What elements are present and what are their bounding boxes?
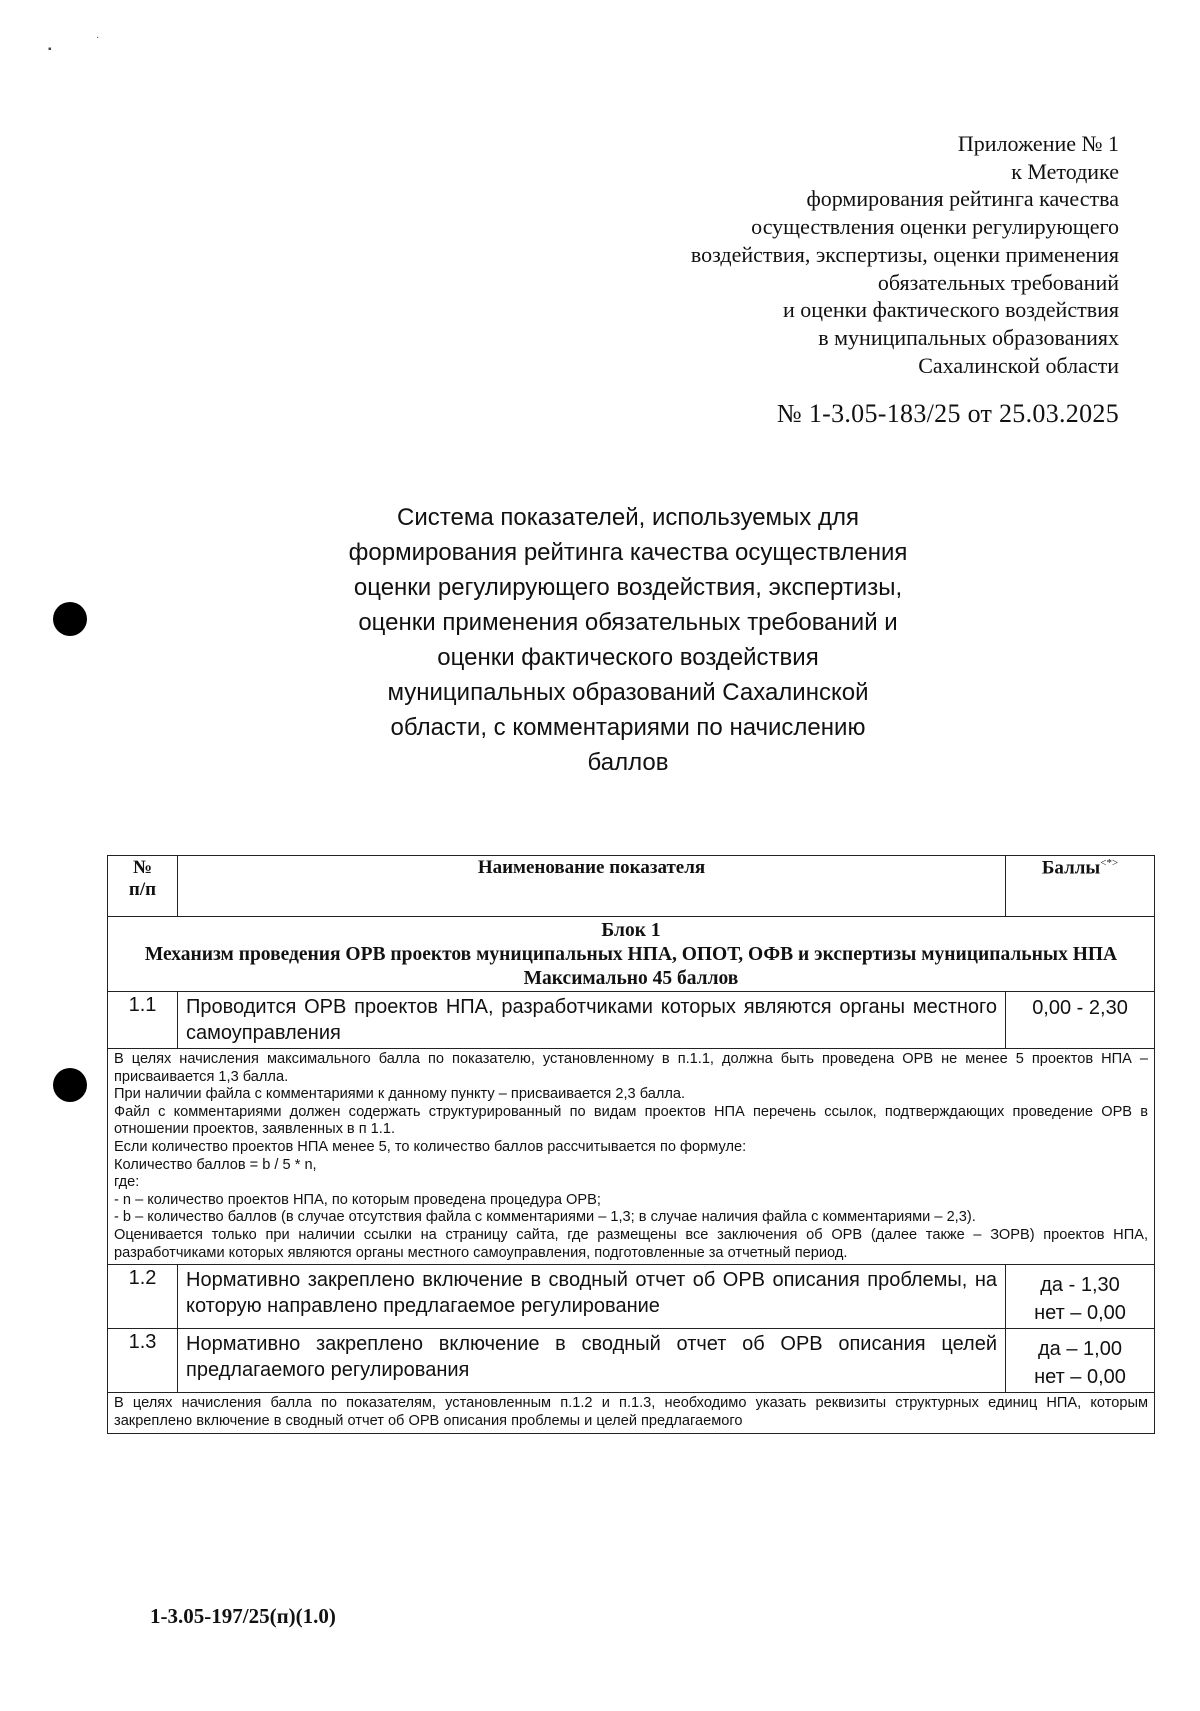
title-line: муниципальных образований Сахалинской bbox=[387, 679, 869, 706]
row-number: 1.3 bbox=[108, 1329, 178, 1393]
appendix-line: Приложение № 1 bbox=[957, 131, 1119, 156]
table-header-row bbox=[108, 856, 1155, 917]
document-title bbox=[318, 500, 938, 780]
scan-speck: · bbox=[96, 33, 100, 44]
punch-hole-top bbox=[53, 602, 87, 636]
header-score: Баллы<*> bbox=[1006, 856, 1155, 917]
row-indicator: Проводится ОРВ проектов НПА, разработчиками которых являются органы местного самоуправления bbox=[178, 992, 1006, 1049]
row-score: да – 1,00 нет – 0,00 bbox=[1006, 1329, 1155, 1393]
row-score: 0,00 - 2,30 bbox=[1006, 992, 1155, 1049]
note-row bbox=[108, 1393, 1155, 1434]
header-indicator-name: Наименование показателя bbox=[178, 856, 1006, 917]
title-line: оценки фактического воздействия bbox=[437, 644, 819, 671]
table-row bbox=[108, 1265, 1155, 1329]
appendix-line: обязательных требований bbox=[877, 269, 1119, 295]
appendix-line: формирования рейтинга качества bbox=[806, 186, 1119, 212]
appendix-block bbox=[559, 130, 1119, 379]
note-row bbox=[108, 1049, 1155, 1265]
title-line: формирования рейтинга качества осуществления bbox=[348, 539, 908, 566]
title-line: оценки регулирующего воздействия, экспертизы, bbox=[353, 574, 903, 601]
appendix-line: в муниципальных образованиях bbox=[818, 324, 1119, 350]
appendix-line: Сахалинской области bbox=[918, 352, 1119, 378]
document-code: 1-3.05-197/25(п)(1.0) bbox=[150, 1604, 336, 1628]
appendix-line: осуществления оценки регулирующего bbox=[751, 214, 1119, 240]
punch-hole-bottom bbox=[53, 1068, 87, 1102]
row-note: В целях начисления балла по показателям, установленным п.1.2 и п.1.3, необходимо указать реквизиты структурных единиц НПА, которым закреплено включение в сводный отчет об ОРВ описания проблемы и целей предлагаемого bbox=[108, 1393, 1155, 1434]
indicators-table bbox=[107, 855, 1155, 1434]
row-note: В целях начисления максимального балла по показателю, установленному в п.1.1, должна быть проведена ОРВ не менее 5 проектов НПА – присваивается 1,3 балла. При наличии файла с комментариями к данному пункту – присваивается 2,3 балла. Файл с комментариями должен содержать структурированный по видам проектов НПА перечень ссылок, подтверждающих проведение ОРВ в отношении проектов, заявленных в п 1.1. Если количество проектов НПА менее 5, то количество баллов рассчитывается по формуле: Количество баллов = b / 5 * n, где: - n – количество проектов НПА, по которым проведена процедура ОРВ; - b – количество баллов (в случае отсутствия файла с комментариями – 1,3; в случае наличия файла с комментариями – 2,3). Оценивается только при наличии ссылки на страницу сайта, где размещены все заключения об ОРВ (далее также – ЗОРВ) проектов НПА, разработчиками которых являются органы местного самоуправления, подготовленные за отчетный период. bbox=[108, 1049, 1155, 1265]
appendix-line: к Методике bbox=[1011, 158, 1119, 184]
table-row bbox=[108, 1329, 1155, 1393]
title-line: оценки применения обязательных требований и bbox=[358, 609, 898, 636]
header-number: № п/п bbox=[108, 856, 178, 917]
appendix-line: воздействия, экспертизы, оценки применения bbox=[690, 241, 1119, 267]
row-number: 1.2 bbox=[108, 1265, 178, 1329]
block-heading: Блок 1 Механизм проведения ОРВ проектов муниципальных НПА, ОПОТ, ОФВ и экспертизы муниципальных НПА Максимально 45 баллов bbox=[108, 917, 1155, 992]
appendix-line: и оценки фактического воздействия bbox=[783, 297, 1119, 323]
title-line: баллов bbox=[587, 749, 669, 776]
title-line: Система показателей, используемых для bbox=[397, 504, 859, 531]
footnote-marker: <*> bbox=[1100, 857, 1119, 869]
title-line: области, с комментариями по начислению bbox=[390, 714, 866, 741]
row-number: 1.1 bbox=[108, 992, 178, 1049]
row-score: да - 1,30 нет – 0,00 bbox=[1006, 1265, 1155, 1329]
block-row bbox=[108, 917, 1155, 992]
table-row bbox=[108, 992, 1155, 1049]
scan-speck: ▪ bbox=[48, 44, 52, 55]
row-indicator: Нормативно закреплено включение в сводный отчет об ОРВ описания проблемы, на которую направлено предлагаемое регулирование bbox=[178, 1265, 1006, 1329]
row-indicator: Нормативно закреплено включение в сводный отчет об ОРВ описания целей предлагаемого регулирования bbox=[178, 1329, 1006, 1393]
document-number: № 1-3.05-183/25 от 25.03.2025 bbox=[776, 399, 1119, 428]
